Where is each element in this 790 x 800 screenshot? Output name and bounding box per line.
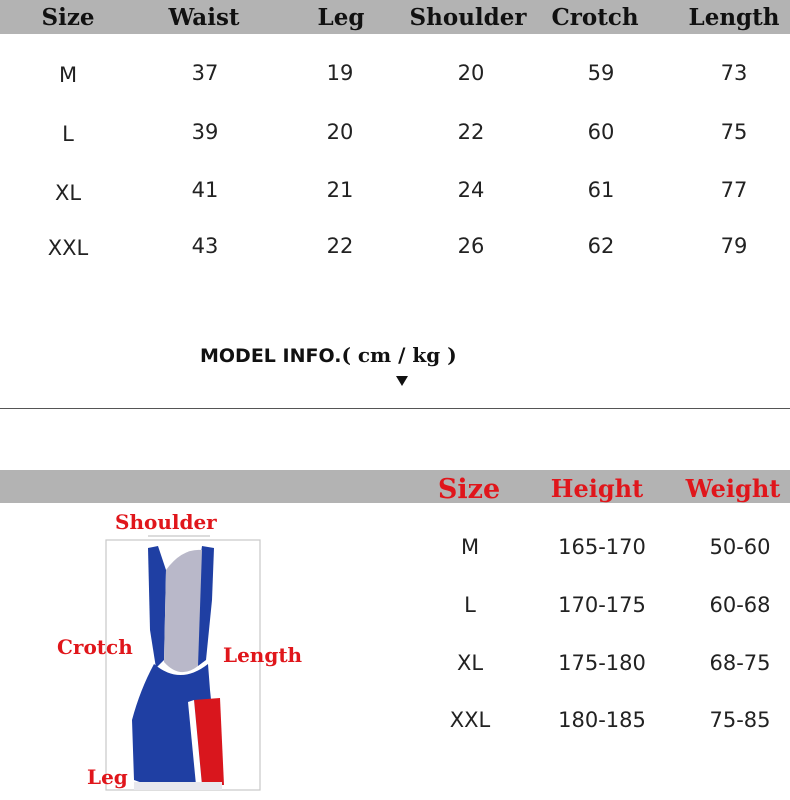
diagram-label-shoulder: Shoulder: [115, 510, 217, 534]
cell-weight: 75-85: [709, 708, 771, 732]
cell-weight: 60-68: [709, 593, 771, 617]
diagram-label-leg: Leg: [87, 765, 128, 789]
cell-crotch: 59: [587, 61, 615, 85]
header-weight: Weight: [685, 474, 781, 503]
cell-length: 75: [720, 120, 748, 144]
cell-waist: 43: [191, 234, 219, 258]
cell-height: 165-170: [558, 535, 646, 559]
diagram-label-length: Length: [223, 643, 303, 667]
cell-leg: 22: [326, 234, 354, 258]
model-info-units: ( cm / kg ): [341, 343, 457, 367]
cell-length: 77: [720, 178, 748, 202]
cell-shoulder: 24: [457, 178, 485, 202]
cell-size: M: [460, 535, 480, 559]
header-crotch: Crotch: [551, 4, 639, 31]
cell-length: 79: [720, 234, 748, 258]
cell-leg: 21: [326, 178, 354, 202]
cell-size: XL: [456, 651, 484, 675]
cell-size: XXL: [47, 236, 89, 260]
cell-size: M: [58, 63, 78, 87]
cell-size: XL: [54, 181, 82, 205]
left-strap: [148, 546, 166, 668]
header-model-size: Size: [437, 474, 501, 505]
cell-weight: 50-60: [709, 535, 771, 559]
diagram-label-crotch: Crotch: [57, 635, 133, 659]
header-leg: Leg: [317, 4, 365, 31]
cell-crotch: 60: [587, 120, 615, 144]
cell-leg: 19: [326, 61, 354, 85]
mesh-panel: [164, 550, 202, 672]
model-info-title: [200, 343, 457, 367]
header-waist: Waist: [168, 4, 240, 31]
cell-length: 73: [720, 61, 748, 85]
section-divider: [0, 408, 790, 409]
cell-height: 180-185: [558, 708, 646, 732]
cell-waist: 39: [191, 120, 219, 144]
header-height: Height: [550, 474, 644, 503]
model-info-label: MODEL INFO.: [200, 345, 342, 367]
cell-size: XXL: [449, 708, 491, 732]
cell-leg: 20: [326, 120, 354, 144]
arrow-down-icon: [396, 376, 408, 386]
header-size: Size: [41, 4, 95, 31]
cell-height: 170-175: [558, 593, 646, 617]
cell-shoulder: 20: [457, 61, 485, 85]
cell-crotch: 62: [587, 234, 615, 258]
header-length: Length: [688, 4, 780, 31]
cell-waist: 37: [191, 61, 219, 85]
cell-size: L: [62, 122, 74, 146]
cell-crotch: 61: [587, 178, 615, 202]
cell-shoulder: 22: [457, 120, 485, 144]
cell-height: 175-180: [558, 651, 646, 675]
model-chart-header-bar: [0, 470, 790, 503]
size-chart-header-bar: [0, 0, 790, 34]
header-shoulder: Shoulder: [409, 4, 527, 31]
cell-size: L: [464, 593, 476, 617]
cell-shoulder: 26: [457, 234, 485, 258]
cell-waist: 41: [191, 178, 219, 202]
cell-weight: 68-75: [709, 651, 771, 675]
leg-gripper: [134, 782, 222, 790]
